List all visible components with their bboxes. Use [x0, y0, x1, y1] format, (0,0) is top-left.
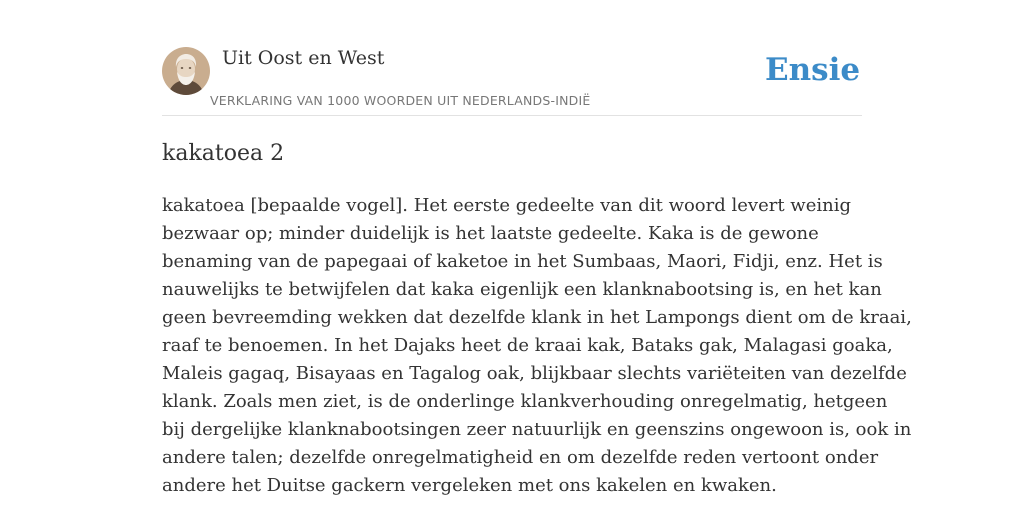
- author-portrait-icon: [162, 47, 210, 95]
- definition-line: andere het Duitse gackern vergeleken met ons kakelen en kwaken.: [162, 475, 777, 496]
- definition-line: kakatoea [bepaalde vogel]. Het eerste gedeelte van dit woord levert weinig: [162, 195, 851, 216]
- source-subtitle: VERKLARING VAN 1000 WOORDEN UIT NEDERLANDS-INDIË: [210, 93, 591, 108]
- definition-line: andere talen; dezelfde onregelmatigheid en om dezelfde reden vertoont onder: [162, 447, 879, 468]
- entry-definition: [162, 192, 912, 500]
- definition-line: geen bevreemding wekken dat dezelfde klank in het Lampongs dient om de kraai,: [162, 307, 912, 328]
- definition-line: Maleis gagaq, Bisayaas en Tagalog oak, blijkbaar slechts variëteiten van dezelfde: [162, 363, 907, 384]
- definition-line: nauwelijks te betwijfelen dat kaka eigenlijk een klanknabootsing is, en het kan: [162, 279, 882, 300]
- definition-line: bezwaar op; minder duidelijk is het laatste gedeelte. Kaka is de gewone: [162, 223, 819, 244]
- header-divider: [162, 115, 862, 116]
- definition-line: benaming van de papegaai of kaketoe in het Sumbaas, Maori, Fidji, enz. Het is: [162, 251, 883, 272]
- definition-line: bij dergelijke klanknabootsingen zeer natuurlijk en geenszins ongewoon is, ook in: [162, 419, 912, 440]
- entry-title: kakatoea 2: [162, 141, 285, 166]
- ensie-logo[interactable]: Ensie: [765, 52, 861, 88]
- definition-line: raaf te benoemen. In het Dajaks heet de kraai kak, Bataks gak, Malagasi goaka,: [162, 335, 893, 356]
- source-title-link[interactable]: Uit Oost en West: [222, 47, 385, 69]
- author-avatar[interactable]: [162, 47, 210, 95]
- definition-line: klank. Zoals men ziet, is de onderlinge klankverhouding onregelmatig, hetgeen: [162, 391, 888, 412]
